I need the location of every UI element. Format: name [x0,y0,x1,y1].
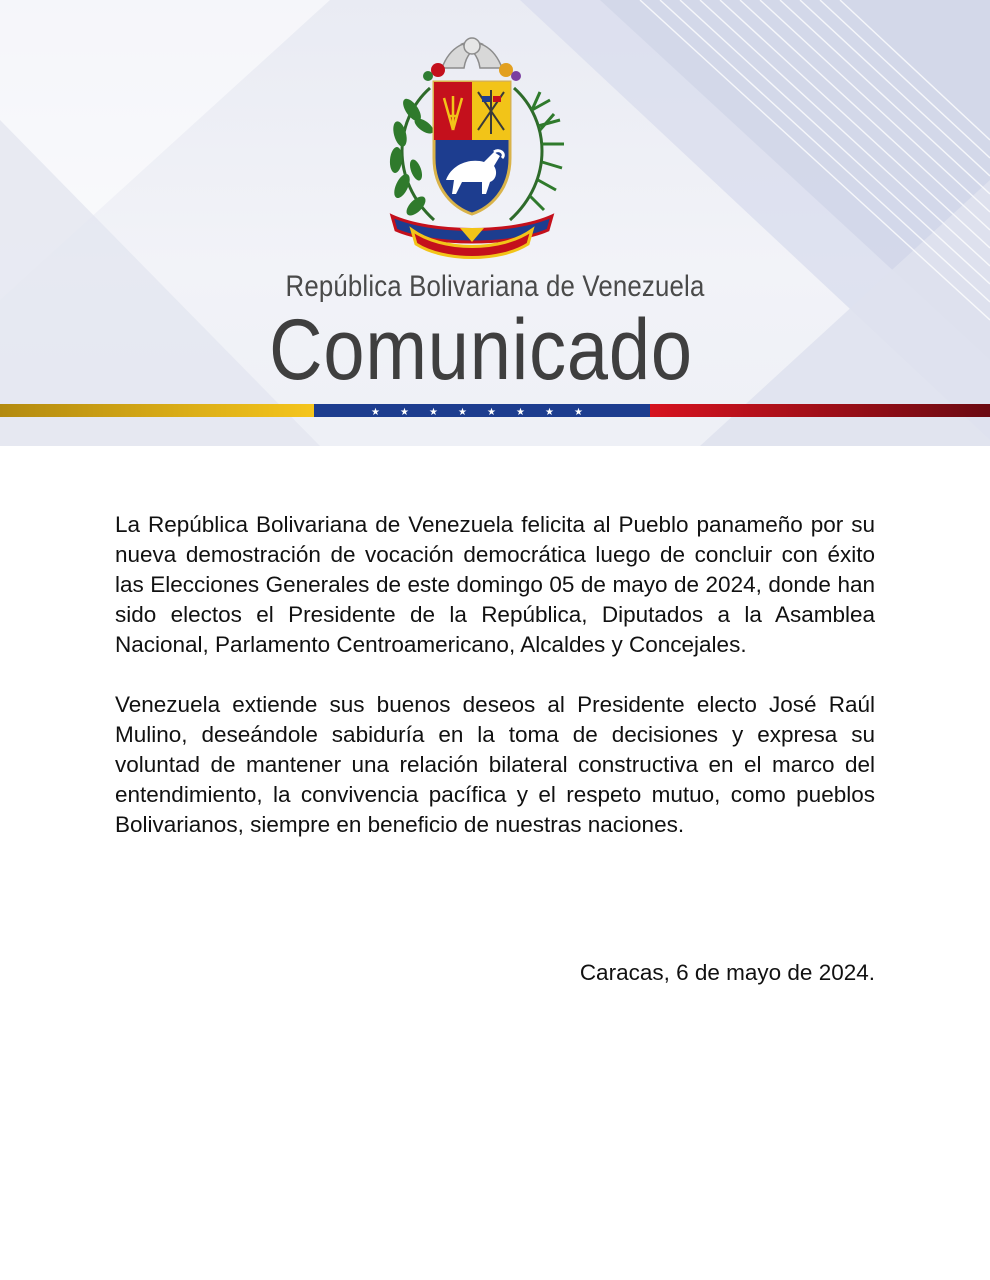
coat-of-arms-emblem [372,30,572,260]
paragraph-2: Venezuela extiende sus buenos deseos al Presidente electo José Raúl Mulino, deseándole sabiduría en la toma de decisiones y expresa su voluntad de mantener una relación bilateral constructiva en el marco del entendimiento, la convivencia pacífica y el respeto mutuo, como pueblos Bolivarianos, siempre en beneficio de nuestras naciones. [115,692,875,837]
svg-text:★: ★ [371,407,380,417]
header-banner [0,0,990,446]
svg-text:★: ★ [545,407,554,417]
svg-text:★: ★ [516,407,525,417]
date-line: Caracas, 6 de mayo de 2024. [579,960,875,985]
page-title: Comunicado [269,302,693,398]
svg-text:★: ★ [574,407,583,417]
paragraph-1: La República Bolivariana de Venezuela felicita al Pueblo panameño por su nueva demostración de vocación democrática luego de concluir con éxito las Elecciones Generales de este domingo 05 de mayo de 2024, donde han sido electos el Presidente de la República, Diputados a la Asamblea Nacional, Parlamento Centroamericano, Alcaldes y Concejales. [115,512,875,657]
svg-text:★: ★ [458,407,467,417]
svg-text:★: ★ [429,407,438,417]
svg-text:★: ★ [400,407,409,417]
country-name: República Bolivariana de Venezuela [285,270,705,303]
communique-body [115,510,875,840]
svg-text:★: ★ [487,407,496,417]
flag-stripe [0,404,990,417]
